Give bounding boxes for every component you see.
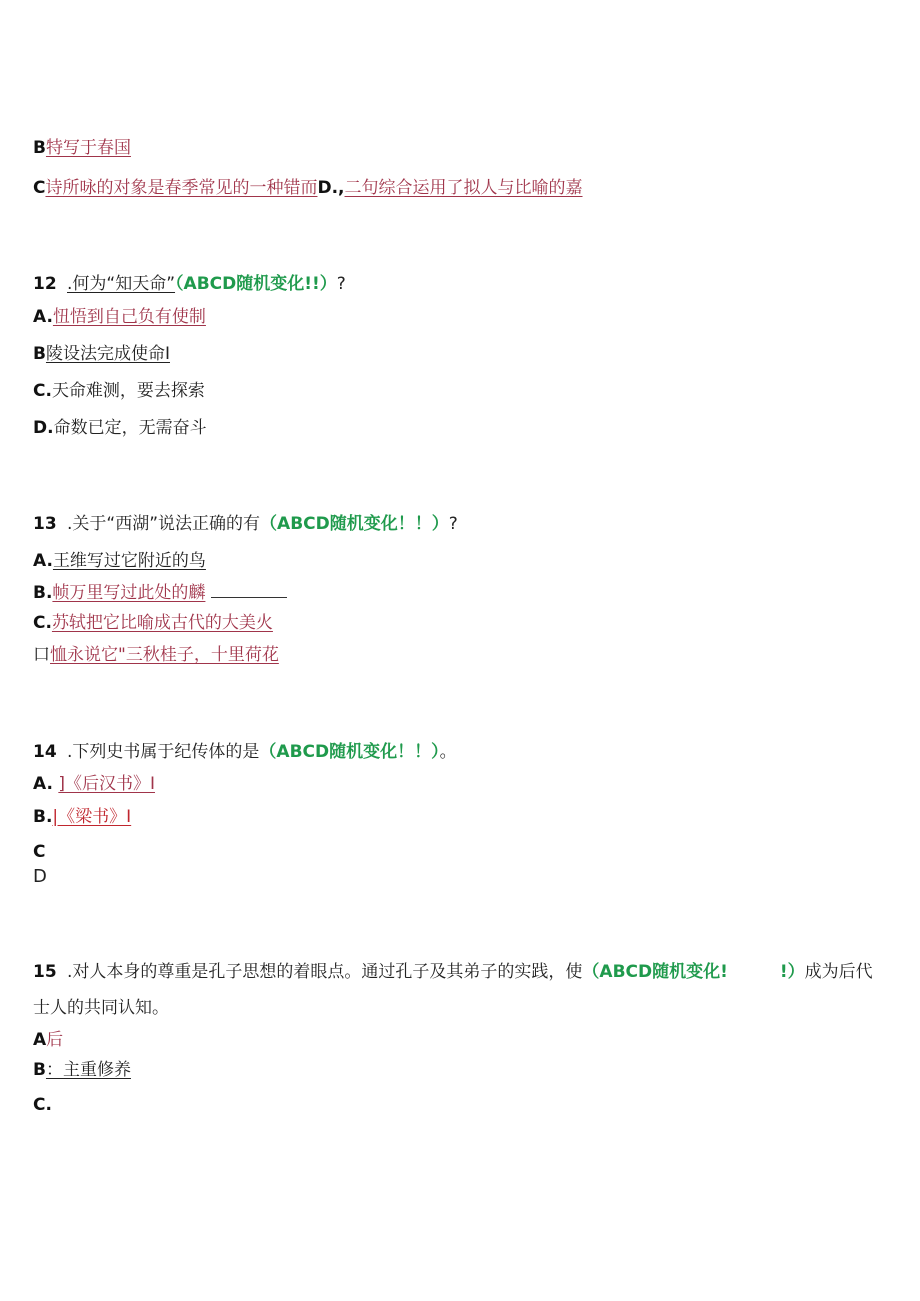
question-tail: ?	[448, 514, 458, 534]
option-label: B.	[33, 583, 53, 603]
question-number: 14	[33, 742, 57, 762]
question-number: 15	[33, 962, 57, 982]
option-text: 后	[46, 1030, 64, 1050]
q15-option-b[interactable]	[33, 1059, 131, 1081]
q11-option-c-d[interactable]	[33, 177, 583, 199]
option-label: D.	[33, 418, 54, 438]
question-text: .关于“西湖”说法正确的有	[67, 514, 261, 534]
option-text: ：主重修养	[45, 1060, 131, 1080]
question-tail: ?	[336, 274, 346, 294]
question-tail: 成为后代	[804, 962, 873, 982]
option-text: 特写于春国	[45, 138, 131, 158]
option-text: 帧万里写过此处的麟	[52, 583, 206, 603]
random-note: （ABCD随机变化！！）	[259, 742, 440, 762]
q14-option-a[interactable]	[33, 773, 155, 795]
option-label: D	[33, 866, 47, 887]
option-text: 王维写过它附近的鸟	[52, 551, 206, 571]
option-label: B	[33, 138, 46, 158]
option-label: C	[33, 842, 46, 862]
q11-option-b[interactable]	[33, 137, 131, 159]
option-text: 天命难测，要去探索	[51, 381, 205, 401]
q13-option-b[interactable]	[33, 582, 287, 604]
option-text: 恤永说它"三秋桂子，十里荷花	[50, 645, 279, 665]
q13-option-d[interactable]	[33, 644, 279, 666]
question-text-continued: 士人的共同认知。	[33, 998, 169, 1018]
q14-option-c[interactable]	[33, 841, 45, 863]
question-tail: 。	[439, 742, 457, 762]
option-label: A.	[33, 774, 53, 794]
q15-option-a[interactable]	[33, 1029, 63, 1051]
question-text: .何为“知天命”	[67, 274, 176, 294]
random-note: （ABCD随机变化!	[582, 962, 728, 982]
option-label: A	[33, 1030, 47, 1050]
option-text: 苏轼把它比喻成古代的大美火	[51, 613, 273, 633]
random-note-end: !）	[779, 962, 805, 982]
option-label: A.	[33, 307, 53, 327]
q15-option-c[interactable]	[33, 1094, 52, 1116]
q12-option-c[interactable]	[33, 380, 205, 402]
q13-stem	[33, 513, 458, 535]
q15-stem	[33, 961, 873, 983]
option-text: |《梁书》I	[52, 807, 132, 827]
q14-option-b[interactable]	[33, 806, 131, 828]
q14-stem	[33, 741, 457, 763]
q13-option-c[interactable]	[33, 612, 273, 634]
option-text: 诗所咏的对象是春季常见的一种错而	[45, 178, 318, 198]
q15-stem-line2	[33, 997, 169, 1019]
q12-stem	[33, 273, 346, 295]
question-text: .下列史书属于纪传体的是	[67, 742, 260, 762]
option-label: B	[33, 1060, 46, 1080]
option-text: 忸悟到自己负有使制	[52, 307, 206, 327]
q13-option-a[interactable]	[33, 550, 206, 572]
option-text: ]《后汉书》I	[58, 774, 155, 794]
question-text: .对人本身的尊重是孔子思想的着眼点。通过孔子及其弟子的实践，使	[67, 962, 583, 982]
option-label: 口	[33, 645, 50, 665]
option-label: A.	[33, 551, 53, 571]
question-number: 12	[33, 274, 57, 294]
question-number: 13	[33, 514, 57, 534]
option-text: 陵设法完成使命I	[45, 344, 170, 364]
answer-blank	[211, 583, 287, 598]
option-label: C.	[33, 613, 52, 633]
option-label: C.	[33, 1095, 52, 1115]
q12-option-d[interactable]	[33, 417, 207, 439]
option-label: B	[33, 344, 46, 364]
random-note: （ABCD随机变化!!）	[175, 274, 337, 294]
option-label: D.,	[317, 178, 345, 198]
option-label: B.	[33, 807, 53, 827]
option-label: C	[33, 178, 46, 198]
q12-option-b[interactable]	[33, 343, 170, 365]
option-text: 命数已定，无需奋斗	[53, 418, 207, 438]
q12-option-a[interactable]	[33, 306, 206, 328]
random-note: （ABCD随机变化！！）	[260, 514, 449, 534]
q14-option-d[interactable]	[33, 866, 47, 888]
option-label: C.	[33, 381, 52, 401]
option-text: 二句综合运用了拟人与比喻的嘉	[344, 178, 583, 198]
